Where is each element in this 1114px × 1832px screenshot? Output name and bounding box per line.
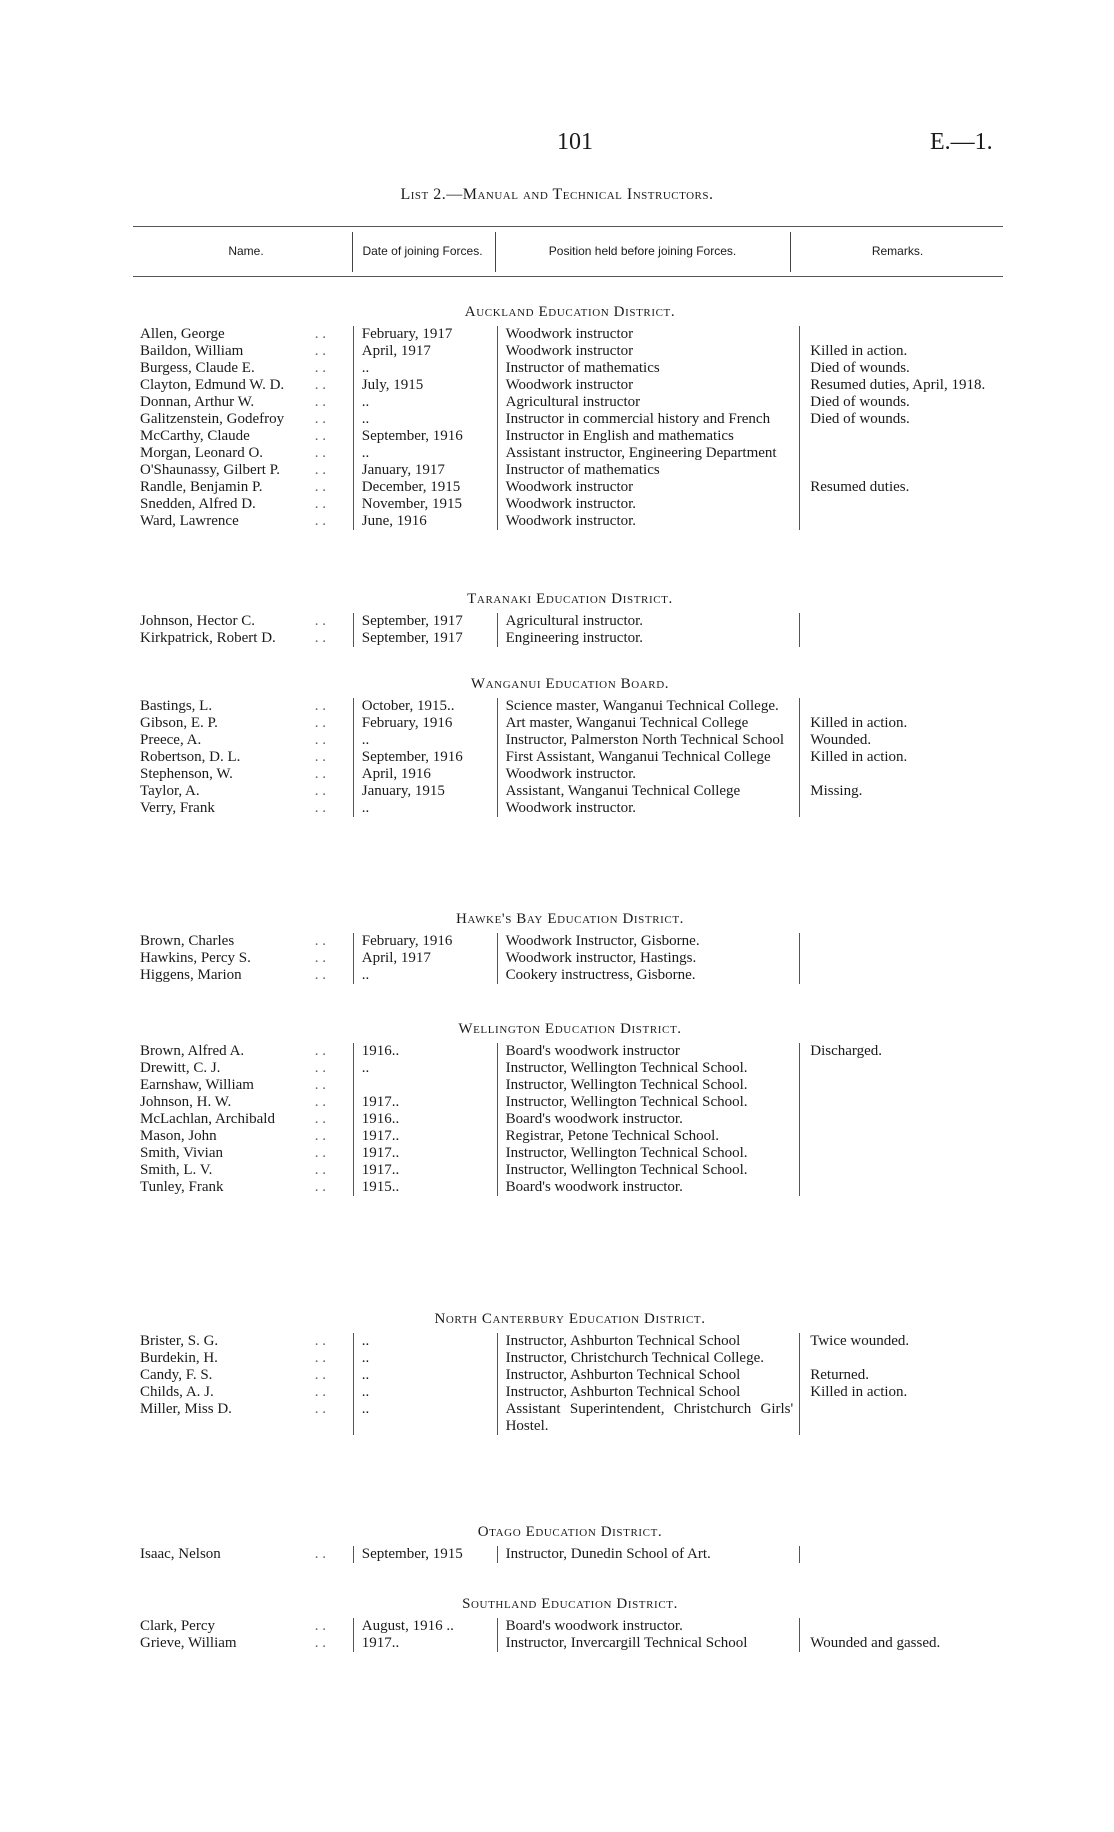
instructor-name: Burdekin, H. bbox=[140, 1350, 218, 1366]
instructor-name: Ward, Lawrence bbox=[140, 513, 239, 529]
leader-dots: . . bbox=[314, 377, 327, 393]
instructor-name: Drewitt, C. J. bbox=[140, 1060, 221, 1076]
joining-date: September, 1916 bbox=[353, 428, 497, 445]
leader-dots: . . bbox=[314, 613, 327, 629]
table-row bbox=[140, 749, 1000, 766]
column-header-position: Position held before joining Forces. bbox=[548, 244, 737, 258]
leader-dots: . . bbox=[314, 1618, 327, 1634]
joining-date: .. bbox=[353, 1401, 497, 1435]
previous-position: Agricultural instructor. bbox=[497, 613, 800, 630]
remarks: Died of wounds. bbox=[799, 394, 1000, 411]
instructor-name: McCarthy, Claude bbox=[140, 428, 250, 444]
instructor-name: Miller, Miss D. bbox=[140, 1401, 232, 1417]
table-row bbox=[140, 1350, 1000, 1367]
previous-position: Woodwork instructor bbox=[497, 479, 800, 496]
previous-position: Instructor, Wellington Technical School. bbox=[497, 1162, 800, 1179]
previous-position: Instructor, Wellington Technical School. bbox=[497, 1077, 800, 1094]
previous-position: Instructor, Wellington Technical School. bbox=[497, 1060, 800, 1077]
education-district-section bbox=[140, 1015, 1000, 1196]
table-row bbox=[140, 732, 1000, 749]
remarks bbox=[799, 1350, 1000, 1367]
remarks bbox=[799, 1401, 1000, 1435]
remarks bbox=[799, 1546, 1000, 1563]
previous-position: Assistant, Wanganui Technical College bbox=[497, 783, 800, 800]
joining-date: April, 1917 bbox=[353, 343, 497, 360]
joining-date: 1916.. bbox=[353, 1043, 497, 1060]
instructor-name: Robertson, D. L. bbox=[140, 749, 241, 765]
previous-position: Instructor, Dunedin School of Art. bbox=[497, 1546, 800, 1563]
leader-dots: . . bbox=[314, 513, 327, 529]
header-divider-3 bbox=[790, 232, 791, 272]
previous-position: Board's woodwork instructor. bbox=[497, 1111, 800, 1128]
instructor-name: Donnan, Arthur W. bbox=[140, 394, 255, 410]
remarks bbox=[799, 1162, 1000, 1179]
remarks bbox=[799, 1145, 1000, 1162]
leader-dots: . . bbox=[314, 326, 327, 342]
table-row bbox=[140, 967, 1000, 984]
joining-date: February, 1916 bbox=[353, 715, 497, 732]
table-row bbox=[140, 445, 1000, 462]
section-title: Otago Education District. bbox=[477, 1524, 663, 1540]
remarks: Resumed duties, April, 1918. bbox=[799, 377, 1000, 394]
joining-date: .. bbox=[353, 360, 497, 377]
instructor-name: Galitzenstein, Godefroy bbox=[140, 411, 285, 427]
leader-dots: . . bbox=[314, 698, 327, 714]
previous-position: First Assistant, Wanganui Technical College bbox=[497, 749, 800, 766]
instructor-name: Grieve, William bbox=[140, 1635, 237, 1651]
leader-dots: . . bbox=[314, 1145, 327, 1161]
previous-position: Assistant Superintendent, Christchurch Girls' Hostel. bbox=[497, 1401, 800, 1435]
table-row bbox=[140, 630, 1000, 647]
table-row bbox=[140, 394, 1000, 411]
joining-date: .. bbox=[353, 1350, 497, 1367]
leader-dots: . . bbox=[314, 1179, 327, 1195]
table-row bbox=[140, 800, 1000, 817]
section-title: Wanganui Education Board. bbox=[470, 676, 670, 692]
instructor-name: Isaac, Nelson bbox=[140, 1546, 221, 1562]
remarks bbox=[799, 428, 1000, 445]
column-header-date: Date of joining Forces. bbox=[362, 244, 483, 258]
document-id: E.—1. bbox=[930, 129, 993, 155]
education-district-section bbox=[140, 670, 1000, 817]
joining-date: December, 1915 bbox=[353, 479, 497, 496]
instructor-name: Snedden, Alfred D. bbox=[140, 496, 256, 512]
instructor-name: Childs, A. J. bbox=[140, 1384, 214, 1400]
remarks: Discharged. bbox=[799, 1043, 1000, 1060]
instructor-name: Verry, Frank bbox=[140, 800, 215, 816]
page-number: 101 bbox=[557, 129, 593, 155]
remarks: Returned. bbox=[799, 1367, 1000, 1384]
leader-dots: . . bbox=[314, 479, 327, 495]
instructor-name: Johnson, Hector C. bbox=[140, 613, 255, 629]
section-title: Taranaki Education District. bbox=[467, 591, 673, 607]
previous-position: Instructor of mathematics bbox=[497, 462, 800, 479]
leader-dots: . . bbox=[314, 766, 327, 782]
remarks: Died of wounds. bbox=[799, 360, 1000, 377]
education-district-section bbox=[140, 1305, 1000, 1435]
joining-date: April, 1917 bbox=[353, 950, 497, 967]
instructor-name: Smith, Vivian bbox=[140, 1145, 223, 1161]
remarks bbox=[799, 1094, 1000, 1111]
instructor-name: Gibson, E. P. bbox=[140, 715, 218, 731]
previous-position: Instructor, Ashburton Technical School bbox=[497, 1367, 800, 1384]
previous-position: Woodwork instructor bbox=[497, 326, 800, 343]
instructor-name: Baildon, William bbox=[140, 343, 244, 359]
instructor-name: Brown, Alfred A. bbox=[140, 1043, 245, 1059]
remarks bbox=[799, 1179, 1000, 1196]
table-row bbox=[140, 1111, 1000, 1128]
table-row bbox=[140, 462, 1000, 479]
instructor-name: Bastings, L. bbox=[140, 698, 213, 714]
leader-dots: . . bbox=[314, 411, 327, 427]
instructor-name: Clayton, Edmund W. D. bbox=[140, 377, 285, 393]
table-row bbox=[140, 766, 1000, 783]
joining-date: 1917.. bbox=[353, 1162, 497, 1179]
remarks bbox=[799, 513, 1000, 530]
leader-dots: . . bbox=[314, 967, 327, 983]
table-row bbox=[140, 1179, 1000, 1196]
leader-dots: . . bbox=[314, 1367, 327, 1383]
table-row bbox=[140, 783, 1000, 800]
remarks bbox=[799, 496, 1000, 513]
remarks: Killed in action. bbox=[799, 343, 1000, 360]
remarks bbox=[799, 1077, 1000, 1094]
table-row bbox=[140, 1635, 1000, 1652]
leader-dots: . . bbox=[314, 1546, 327, 1562]
instructor-name: Mason, John bbox=[140, 1128, 217, 1144]
previous-position: Woodwork Instructor, Gisborne. bbox=[497, 933, 800, 950]
instructor-name: Hawkins, Percy S. bbox=[140, 950, 251, 966]
leader-dots: . . bbox=[314, 343, 327, 359]
previous-position: Instructor, Wellington Technical School. bbox=[497, 1145, 800, 1162]
joining-date: August, 1916 .. bbox=[353, 1618, 497, 1635]
table-row bbox=[140, 360, 1000, 377]
remarks: Wounded. bbox=[799, 732, 1000, 749]
joining-date: .. bbox=[353, 1060, 497, 1077]
table-row bbox=[140, 1401, 1000, 1435]
instructor-name: Earnshaw, William bbox=[140, 1077, 254, 1093]
joining-date: 1917.. bbox=[353, 1145, 497, 1162]
joining-date: .. bbox=[353, 445, 497, 462]
column-header-name: Name. bbox=[228, 244, 264, 258]
leader-dots: . . bbox=[314, 1111, 327, 1127]
joining-date: 1917.. bbox=[353, 1094, 497, 1111]
leader-dots: . . bbox=[314, 933, 327, 949]
list-title: List 2.—Manual and Technical Instructors. bbox=[400, 186, 714, 203]
leader-dots: . . bbox=[314, 360, 327, 376]
table-row bbox=[140, 513, 1000, 530]
leader-dots: . . bbox=[314, 630, 327, 646]
leader-dots: . . bbox=[314, 496, 327, 512]
previous-position: Instructor of mathematics bbox=[497, 360, 800, 377]
joining-date: .. bbox=[353, 411, 497, 428]
joining-date: September, 1917 bbox=[353, 630, 497, 647]
table-row bbox=[140, 1077, 1000, 1094]
leader-dots: . . bbox=[314, 715, 327, 731]
instructor-name: Burgess, Claude E. bbox=[140, 360, 255, 376]
table-row bbox=[140, 1384, 1000, 1401]
remarks bbox=[799, 630, 1000, 647]
education-district-section bbox=[140, 298, 1000, 530]
instructor-name: Brown, Charles bbox=[140, 933, 235, 949]
leader-dots: . . bbox=[314, 394, 327, 410]
leader-dots: . . bbox=[314, 1635, 327, 1651]
instructor-name: Allen, George bbox=[140, 326, 225, 342]
leader-dots: . . bbox=[314, 783, 327, 799]
instructor-name: Candy, F. S. bbox=[140, 1367, 213, 1383]
remarks bbox=[799, 1618, 1000, 1635]
remarks: Killed in action. bbox=[799, 749, 1000, 766]
previous-position: Woodwork instructor bbox=[497, 343, 800, 360]
leader-dots: . . bbox=[314, 950, 327, 966]
table-row bbox=[140, 1043, 1000, 1060]
table-row bbox=[140, 1162, 1000, 1179]
joining-date: January, 1915 bbox=[353, 783, 497, 800]
table-row bbox=[140, 496, 1000, 513]
previous-position: Board's woodwork instructor bbox=[497, 1043, 800, 1060]
instructor-name: Stephenson, W. bbox=[140, 766, 233, 782]
section-title: Hawke's Bay Education District. bbox=[455, 911, 684, 927]
previous-position: Cookery instructress, Gisborne. bbox=[497, 967, 800, 984]
remarks: Killed in action. bbox=[799, 1384, 1000, 1401]
table-row bbox=[140, 411, 1000, 428]
section-title: Wellington Education District. bbox=[458, 1021, 682, 1037]
remarks bbox=[799, 967, 1000, 984]
previous-position: Engineering instructor. bbox=[497, 630, 800, 647]
section-title: Southland Education District. bbox=[462, 1596, 678, 1612]
joining-date: 1917.. bbox=[353, 1128, 497, 1145]
leader-dots: . . bbox=[314, 1077, 327, 1093]
previous-position: Instructor, Palmerston North Technical School bbox=[497, 732, 800, 749]
header-divider-1 bbox=[352, 232, 353, 272]
previous-position: Instructor, Christchurch Technical College. bbox=[497, 1350, 800, 1367]
previous-position: Woodwork instructor bbox=[497, 377, 800, 394]
previous-position: Board's woodwork instructor. bbox=[497, 1618, 800, 1635]
previous-position: Instructor in commercial history and French bbox=[497, 411, 800, 428]
joining-date: .. bbox=[353, 1384, 497, 1401]
previous-position: Assistant instructor, Engineering Department bbox=[497, 445, 800, 462]
joining-date: 1916.. bbox=[353, 1111, 497, 1128]
joining-date bbox=[353, 1077, 497, 1094]
leader-dots: . . bbox=[314, 428, 327, 444]
joining-date: .. bbox=[353, 1367, 497, 1384]
leader-dots: . . bbox=[314, 1060, 327, 1076]
joining-date: October, 1915.. bbox=[353, 698, 497, 715]
header-divider-2 bbox=[495, 232, 496, 272]
instructor-name: Johnson, H. W. bbox=[140, 1094, 232, 1110]
leader-dots: . . bbox=[314, 732, 327, 748]
joining-date: .. bbox=[353, 394, 497, 411]
joining-date: June, 1916 bbox=[353, 513, 497, 530]
remarks: Killed in action. bbox=[799, 715, 1000, 732]
previous-position: Registrar, Petone Technical School. bbox=[497, 1128, 800, 1145]
leader-dots: . . bbox=[314, 445, 327, 461]
remarks bbox=[799, 933, 1000, 950]
previous-position: Woodwork instructor, Hastings. bbox=[497, 950, 800, 967]
previous-position: Woodwork instructor. bbox=[497, 800, 800, 817]
leader-dots: . . bbox=[314, 1384, 327, 1400]
instructor-name: Brister, S. G. bbox=[140, 1333, 219, 1349]
leader-dots: . . bbox=[314, 1350, 327, 1366]
leader-dots: . . bbox=[314, 1043, 327, 1059]
previous-position: Woodwork instructor. bbox=[497, 766, 800, 783]
previous-position: Instructor, Invercargill Technical School bbox=[497, 1635, 800, 1652]
previous-position: Instructor in English and mathematics bbox=[497, 428, 800, 445]
instructor-name: Taylor, A. bbox=[140, 783, 200, 799]
leader-dots: . . bbox=[314, 800, 327, 816]
column-header-remarks: Remarks. bbox=[871, 244, 924, 258]
leader-dots: . . bbox=[314, 1162, 327, 1178]
joining-date: 1917.. bbox=[353, 1635, 497, 1652]
remarks bbox=[799, 1060, 1000, 1077]
joining-date: February, 1917 bbox=[353, 326, 497, 343]
instructor-name: McLachlan, Archibald bbox=[140, 1111, 275, 1127]
section-title: North Canterbury Education District. bbox=[434, 1311, 706, 1327]
instructor-name: Kirkpatrick, Robert D. bbox=[140, 630, 276, 646]
joining-date: September, 1917 bbox=[353, 613, 497, 630]
education-district-section bbox=[140, 905, 1000, 984]
remarks bbox=[799, 1111, 1000, 1128]
joining-date: September, 1916 bbox=[353, 749, 497, 766]
joining-date: July, 1915 bbox=[353, 377, 497, 394]
table-row bbox=[140, 1333, 1000, 1350]
instructor-name: Clark, Percy bbox=[140, 1618, 215, 1634]
leader-dots: . . bbox=[314, 1128, 327, 1144]
previous-position: Agricultural instructor bbox=[497, 394, 800, 411]
leader-dots: . . bbox=[314, 1401, 327, 1417]
remarks: Missing. bbox=[799, 783, 1000, 800]
remarks bbox=[799, 613, 1000, 630]
header-top-rule bbox=[133, 226, 1003, 227]
previous-position: Instructor, Wellington Technical School. bbox=[497, 1094, 800, 1111]
remarks bbox=[799, 326, 1000, 343]
previous-position: Instructor, Ashburton Technical School bbox=[497, 1333, 800, 1350]
remarks bbox=[799, 766, 1000, 783]
previous-position: Woodwork instructor. bbox=[497, 496, 800, 513]
instructor-name: Smith, L. V. bbox=[140, 1162, 213, 1178]
joining-date: November, 1915 bbox=[353, 496, 497, 513]
table-row bbox=[140, 343, 1000, 360]
education-district-section bbox=[140, 1518, 1000, 1563]
table-row bbox=[140, 1128, 1000, 1145]
table-row bbox=[140, 326, 1000, 343]
table-row bbox=[140, 698, 1000, 715]
table-row bbox=[140, 715, 1000, 732]
table-row bbox=[140, 1618, 1000, 1635]
instructor-name: O'Shaunassy, Gilbert P. bbox=[140, 462, 281, 478]
previous-position: Board's woodwork instructor. bbox=[497, 1179, 800, 1196]
remarks: Resumed duties. bbox=[799, 479, 1000, 496]
table-row bbox=[140, 1546, 1000, 1563]
joining-date: February, 1916 bbox=[353, 933, 497, 950]
table-row bbox=[140, 377, 1000, 394]
leader-dots: . . bbox=[314, 749, 327, 765]
instructor-name: Randle, Benjamin P. bbox=[140, 479, 263, 495]
joining-date: 1915.. bbox=[353, 1179, 497, 1196]
section-title: Auckland Education District. bbox=[464, 304, 676, 320]
leader-dots: . . bbox=[314, 462, 327, 478]
table-row bbox=[140, 613, 1000, 630]
previous-position: Woodwork instructor. bbox=[497, 513, 800, 530]
table-row bbox=[140, 1060, 1000, 1077]
table-row bbox=[140, 1145, 1000, 1162]
table-row bbox=[140, 1367, 1000, 1384]
remarks bbox=[799, 1128, 1000, 1145]
remarks bbox=[799, 445, 1000, 462]
table-row bbox=[140, 1094, 1000, 1111]
previous-position: Art master, Wanganui Technical College bbox=[497, 715, 800, 732]
remarks: Wounded and gassed. bbox=[799, 1635, 1000, 1652]
instructor-name: Morgan, Leonard O. bbox=[140, 445, 264, 461]
remarks: Twice wounded. bbox=[799, 1333, 1000, 1350]
instructor-name: Tunley, Frank bbox=[140, 1179, 224, 1195]
joining-date: September, 1915 bbox=[353, 1546, 497, 1563]
leader-dots: . . bbox=[314, 1333, 327, 1349]
education-district-section bbox=[140, 585, 1000, 647]
previous-position: Science master, Wanganui Technical College. bbox=[497, 698, 800, 715]
table-row bbox=[140, 479, 1000, 496]
remarks bbox=[799, 800, 1000, 817]
joining-date: .. bbox=[353, 732, 497, 749]
table-row bbox=[140, 950, 1000, 967]
remarks bbox=[799, 462, 1000, 479]
table-row bbox=[140, 428, 1000, 445]
joining-date: .. bbox=[353, 800, 497, 817]
education-district-section bbox=[140, 1590, 1000, 1652]
remarks bbox=[799, 698, 1000, 715]
joining-date: April, 1916 bbox=[353, 766, 497, 783]
remarks: Died of wounds. bbox=[799, 411, 1000, 428]
leader-dots: . . bbox=[314, 1094, 327, 1110]
previous-position: Instructor, Ashburton Technical School bbox=[497, 1384, 800, 1401]
instructor-name: Preece, A. bbox=[140, 732, 202, 748]
joining-date: .. bbox=[353, 967, 497, 984]
instructor-name: Higgens, Marion bbox=[140, 967, 242, 983]
header-bottom-rule bbox=[133, 276, 1003, 277]
joining-date: .. bbox=[353, 1333, 497, 1350]
remarks bbox=[799, 950, 1000, 967]
joining-date: January, 1917 bbox=[353, 462, 497, 479]
table-row bbox=[140, 933, 1000, 950]
